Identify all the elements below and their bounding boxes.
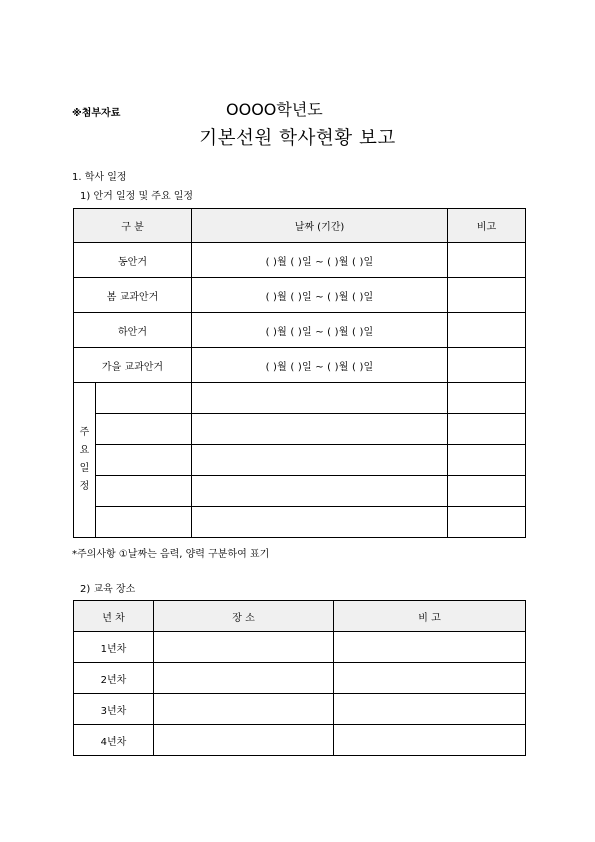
note-cell[interactable]	[448, 348, 526, 383]
note-cell[interactable]	[448, 445, 526, 476]
place-cell[interactable]	[154, 663, 334, 694]
year-label: 1년차	[74, 632, 154, 663]
date-range-field[interactable]: ( )월 ( )일 ~ ( )월 ( )일	[192, 348, 448, 383]
header-note: 비 고	[334, 601, 526, 632]
attachment-label: ※첨부자료	[72, 108, 121, 119]
subsection-heading-retreat: 1) 안거 일정 및 주요 일정	[80, 191, 194, 202]
row-label: 동안거	[74, 243, 192, 278]
row-label: 봄 교과안거	[74, 278, 192, 313]
date-range-field[interactable]: ( )월 ( )일 ~ ( )월 ( )일	[192, 313, 448, 348]
schedule-item-cell[interactable]	[96, 476, 192, 507]
year-label: 2년차	[74, 663, 154, 694]
header-category: 구 분	[74, 209, 192, 243]
note-cell[interactable]	[334, 694, 526, 725]
header-year: 년 차	[74, 601, 154, 632]
note-cell[interactable]	[334, 632, 526, 663]
schedule-date-cell[interactable]	[192, 445, 448, 476]
date-range-field[interactable]: ( )월 ( )일 ~ ( )월 ( )일	[192, 243, 448, 278]
schedule-item-cell[interactable]	[96, 414, 192, 445]
schedule-date-cell[interactable]	[192, 414, 448, 445]
header-date: 날짜 (기간)	[192, 209, 448, 243]
note-cell[interactable]	[448, 278, 526, 313]
schedule-table	[73, 208, 526, 538]
place-cell[interactable]	[154, 632, 334, 663]
place-cell[interactable]	[154, 694, 334, 725]
note-cell[interactable]	[448, 414, 526, 445]
note-cell[interactable]	[448, 243, 526, 278]
major-schedule-label: 주요일정	[74, 383, 96, 538]
note-cell[interactable]	[334, 725, 526, 756]
year-label: 3년차	[74, 694, 154, 725]
note-cell[interactable]	[334, 663, 526, 694]
note-cell[interactable]	[448, 507, 526, 538]
subsection-heading-location: 2) 교육 장소	[80, 584, 136, 595]
section-heading-schedule: 1. 학사 일정	[72, 172, 127, 183]
schedule-item-cell[interactable]	[96, 383, 192, 414]
schedule-date-cell[interactable]	[192, 476, 448, 507]
note-cell[interactable]	[448, 476, 526, 507]
location-table	[73, 600, 526, 756]
year-label: 4년차	[74, 725, 154, 756]
caution-note: *주의사항 ①날짜는 음력, 양력 구분하여 표기	[72, 549, 270, 560]
date-range-field[interactable]: ( )월 ( )일 ~ ( )월 ( )일	[192, 278, 448, 313]
schedule-item-cell[interactable]	[96, 507, 192, 538]
document-title: 기본선원 학사현황 보고	[199, 128, 396, 149]
header-place: 장 소	[154, 601, 334, 632]
place-cell[interactable]	[154, 725, 334, 756]
academic-year: OOOO학년도	[226, 100, 323, 119]
row-label: 하안거	[74, 313, 192, 348]
row-label: 가을 교과안거	[74, 348, 192, 383]
note-cell[interactable]	[448, 313, 526, 348]
header-note: 비고	[448, 209, 526, 243]
schedule-date-cell[interactable]	[192, 383, 448, 414]
note-cell[interactable]	[448, 383, 526, 414]
schedule-date-cell[interactable]	[192, 507, 448, 538]
schedule-item-cell[interactable]	[96, 445, 192, 476]
